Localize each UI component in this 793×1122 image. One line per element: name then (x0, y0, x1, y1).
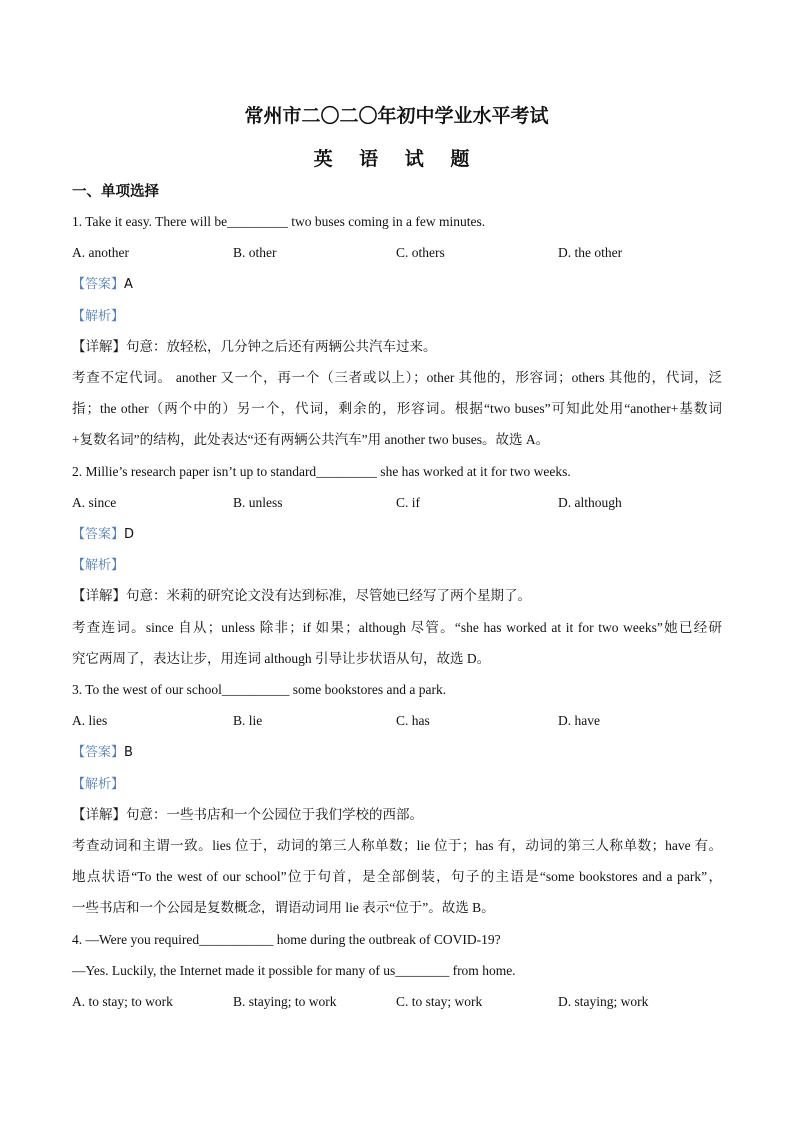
answer-line (72, 525, 722, 544)
question-stem: 4. —Were you required___________ home during the outbreak of COVID-19? (72, 931, 501, 947)
option-a: A. since (72, 494, 117, 510)
option-a: A. another (72, 245, 129, 261)
analysis-line (72, 775, 722, 794)
explanation-line: +复数名词”的结构，此处表达“还有两辆公共汽车”用 another two buses。故选 A。 (72, 432, 550, 448)
analysis-label: 【解析】 (72, 776, 125, 792)
analysis-line (72, 556, 722, 575)
question-stem: 1. Take it easy. There will be_________ two buses coming in a few minutes. (72, 214, 486, 229)
explanation-line: 【详解】句意：放轻松，几分钟之后还有两辆公共汽车过来。 (72, 338, 437, 354)
answer-line (72, 275, 722, 294)
exam-subtitle: 英 语 试 题 (313, 148, 480, 170)
section-heading: 一、单项选择 (72, 184, 159, 200)
explanation-line: 考查不定代词。 another 又一个，再一个（三者或以上）；other 其他的，形容词；others 其他的，代词，泛 (72, 370, 722, 385)
option-c: C. has (396, 713, 430, 729)
option-d: D. the other (558, 245, 623, 261)
explanation-line: 【详解】句意：一些书店和一个公园位于我们学校的西部。 (72, 806, 423, 822)
answer-value: B (124, 745, 133, 761)
option-b: B. lie (233, 713, 263, 729)
option-c: C. if (396, 494, 421, 510)
exam-title: 常州市二〇二〇年初中学业水平考试 (244, 105, 549, 127)
answer-label: 【答案】 (72, 277, 125, 293)
answer-value: A (124, 277, 133, 293)
answer-line (72, 743, 722, 762)
option-a: A. to stay; to work (72, 994, 173, 1009)
option-d: D. although (558, 494, 622, 510)
option-b: B. staying; to work (233, 994, 337, 1009)
answer-label: 【答案】 (72, 745, 125, 761)
analysis-line (72, 307, 722, 326)
question-stem: 3. To the west of our school__________ some bookstores and a park. (72, 682, 447, 697)
answer-label: 【答案】 (72, 527, 125, 542)
explanation-line: 考查动词和主谓一致。lies 位于，动词的第三人称单数；lie 位于；has 有，动词的第三人称单数；have 有。 (72, 838, 722, 853)
explanation-line: 指；the other（两个中的）另一个，代词，剩余的，形容词。根据“two buses”可知此处用“another+基数词 (72, 401, 722, 417)
option-d: D. have (558, 713, 600, 729)
option-b: B. other (233, 245, 277, 261)
explanation-line: 究它两周了，表达让步，用连词 although 引导让步状语从句，故选 D。 (72, 650, 491, 666)
answer-value: D (124, 527, 135, 542)
explanation-line: 一些书店和一个公园是复数概念，谓语动词用 lie 表示“位于”。故选 B。 (72, 900, 495, 916)
explanation-line: 【详解】句意：米莉的研究论文没有达到标准，尽管她已经写了两个星期了。 (72, 588, 531, 604)
analysis-label: 【解析】 (72, 558, 125, 574)
option-c: C. others (396, 245, 445, 261)
option-c: C. to stay; work (396, 994, 483, 1009)
option-a: A. lies (72, 713, 108, 729)
option-d: D. staying; work (558, 994, 649, 1009)
option-b: B. unless (233, 494, 283, 510)
question-stem: —Yes. Luckily, the Internet made it possible for many of us________ from home. (72, 962, 516, 978)
analysis-label: 【解析】 (72, 308, 125, 324)
explanation-line: 考查连词。since 自从；unless 除非；if 如果；although 尽管。“she has worked at it for two weeks”她已经研 (72, 619, 722, 635)
explanation-line: 地点状语“To the west of our school”位于句首，是全部倒装，句子的主语是“some bookstores and a park”， (72, 869, 722, 885)
question-stem: 2. Millie’s research paper isn’t up to standard_________ she has worked at it for two weeks. (72, 463, 571, 479)
